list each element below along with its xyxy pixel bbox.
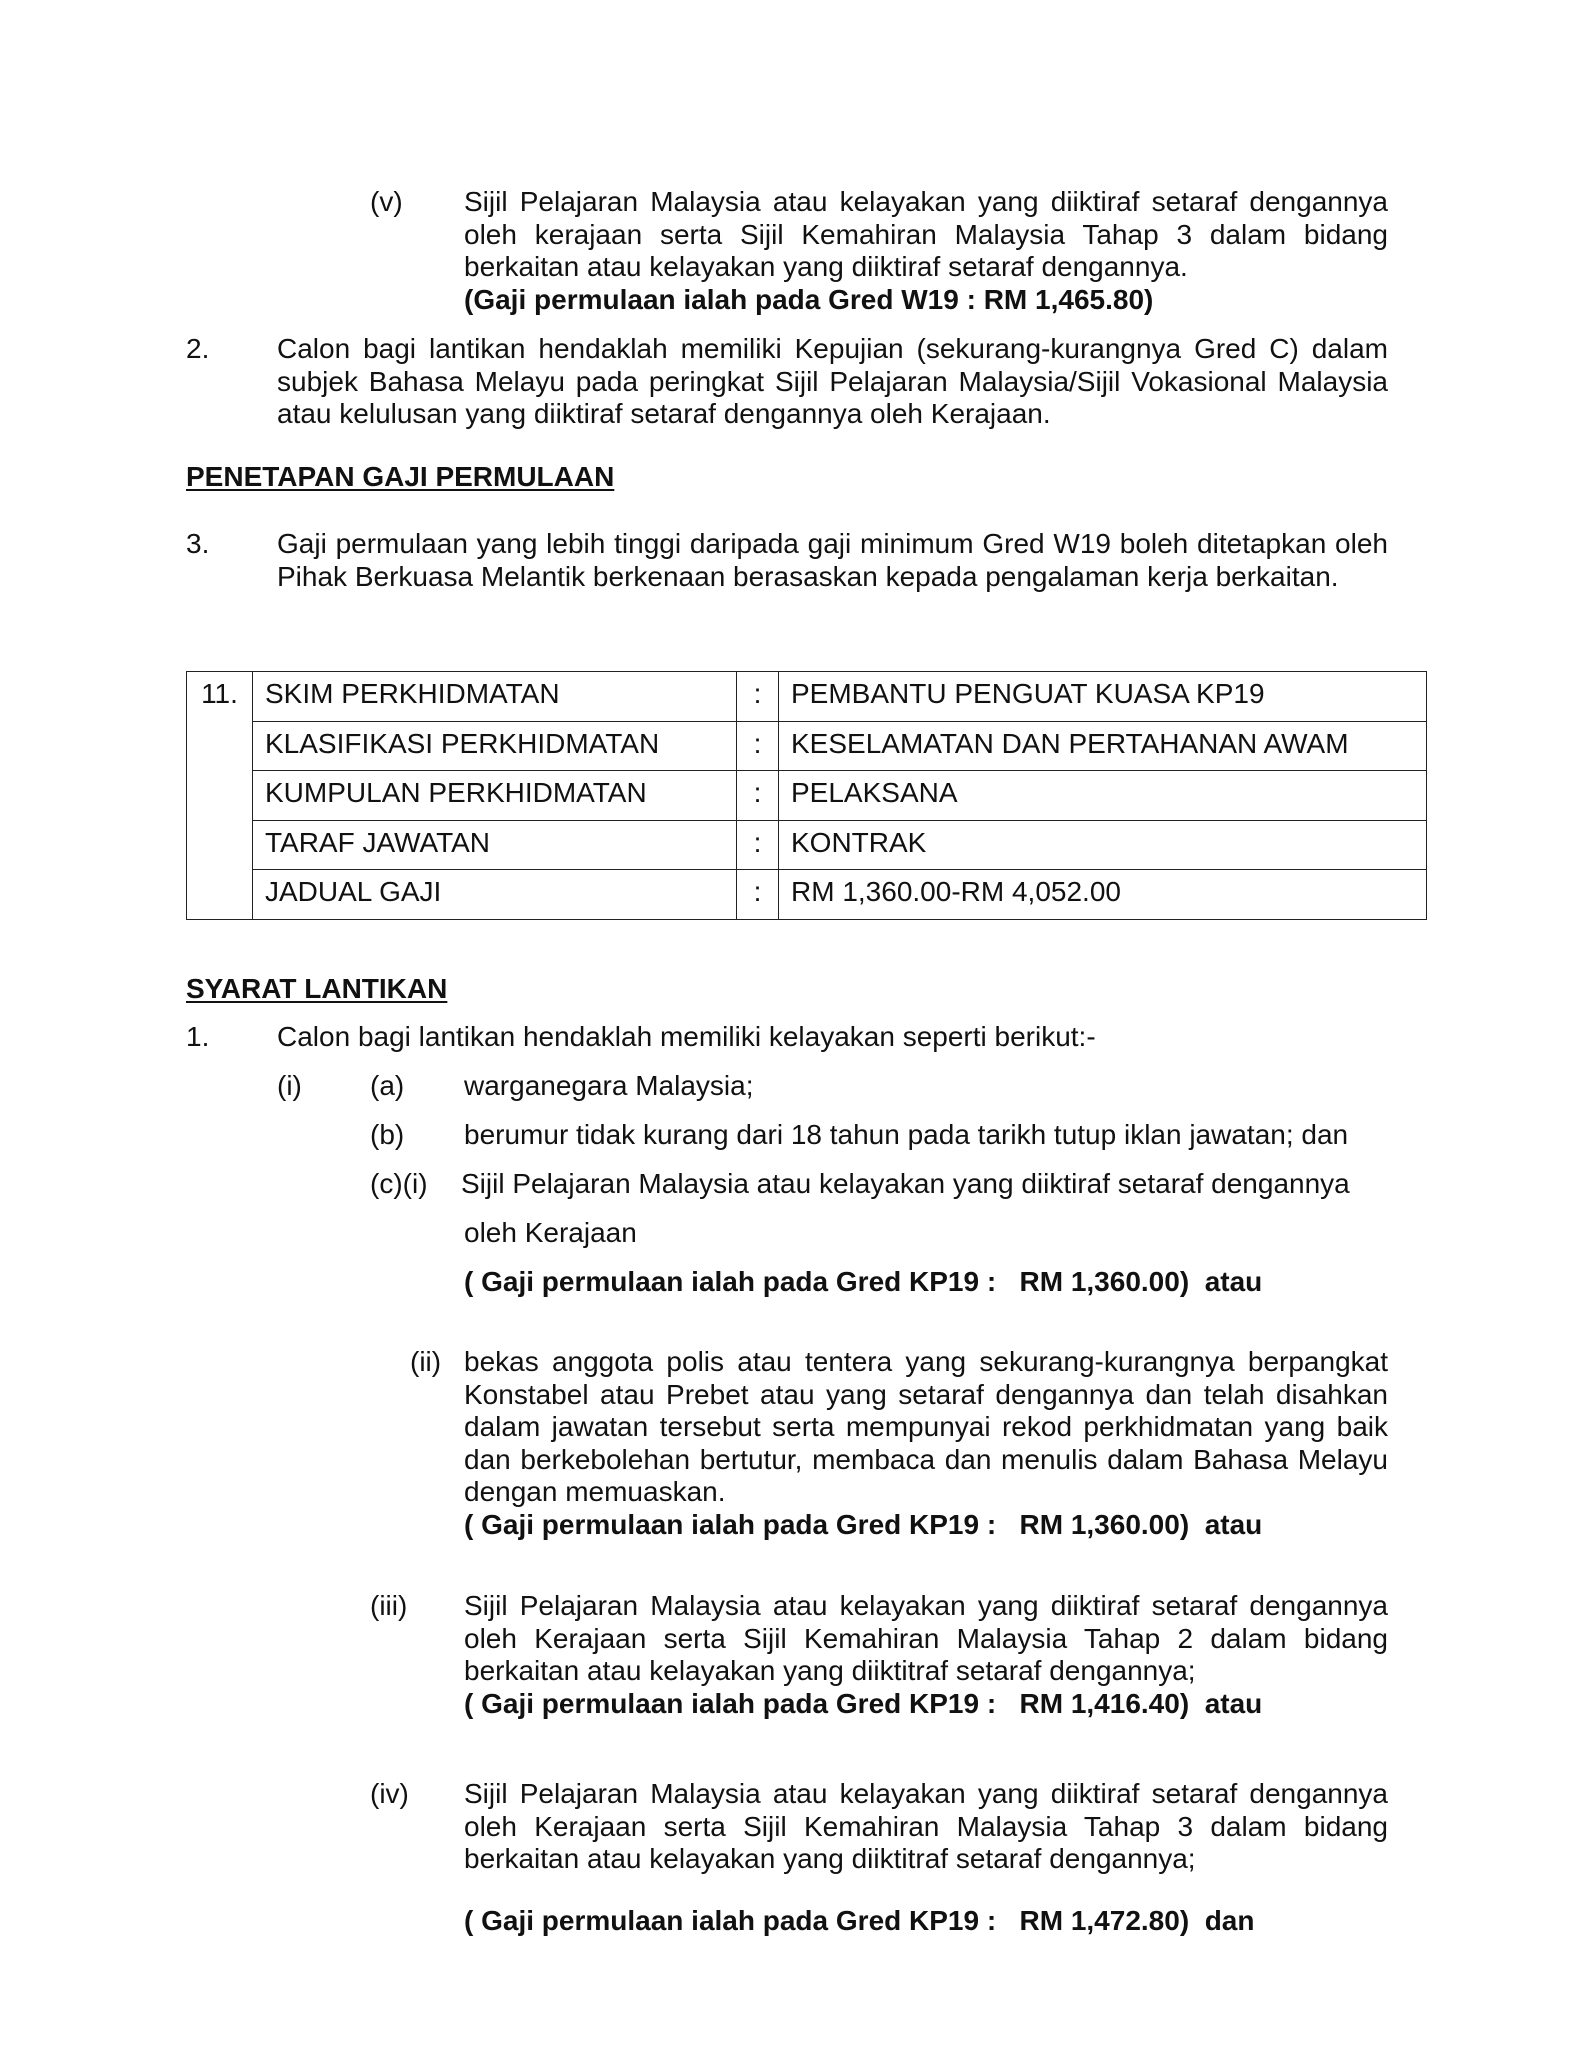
syarat-intro: Calon bagi lantikan hendaklah memiliki kelayakan seperti berikut:- <box>277 1021 1096 1052</box>
sub-b-text: berumur tidak kurang dari 18 tahun pada tarikh tutup iklan jawatan; dan <box>464 1119 1349 1150</box>
para-3-text: Gaji permulaan yang lebih tinggi daripada gaji minimum Gred W19 boleh ditetapkan oleh Pihak Berkuasa Melantik berkenaan berasaskan kepada pengalaman kerja berkaitan. <box>277 528 1388 592</box>
sub-ii-text: bekas anggota polis atau tentera yang sekurang-kurangnya berpangkat Konstabel atau Prebet atau yang setaraf dengannya dan telah disahkan dalam jawatan tersebut serta mempunyai rekod perkhidmatan yang baik dan berkebolehan bertutur, membaca dan menulis dalam Bahasa Melayu dengan memuaskan. <box>464 1346 1388 1507</box>
scheme-value: PEMBANTU PENGUAT KUASA KP19 <box>779 672 1427 722</box>
sub-i-marker: (i) <box>277 1070 302 1101</box>
sub-ci-text-line2: oleh Kerajaan <box>464 1217 637 1248</box>
salary-schedule-label: JADUAL GAJI <box>253 870 737 920</box>
item-v-salary: (Gaji permulaan ialah pada Gred W19 : RM 1,465.80) <box>464 284 1154 315</box>
classification-value: KESELAMATAN DAN PERTAHANAN AWAM <box>779 721 1427 771</box>
status-label: TARAF JAWATAN <box>253 820 737 870</box>
sub-iv-text: Sijil Pelajaran Malaysia atau kelayakan yang diiktiraf setaraf dengannya oleh Kerajaan serta Sijil Kemahiran Malaysia Tahap 3 dalam bidang berkaitan atau kelayakan yang diiktitraf setaraf dengannya; <box>464 1778 1388 1874</box>
classification-separator: : <box>737 721 779 771</box>
sub-iii-text: Sijil Pelajaran Malaysia atau kelayakan yang diiktiraf setaraf dengannya oleh Kerajaan serta Sijil Kemahiran Malaysia Tahap 2 dalam bidang berkaitan atau kelayakan yang diiktitraf setaraf dengannya; <box>464 1590 1388 1686</box>
group-separator: : <box>737 771 779 821</box>
scheme-separator: : <box>737 672 779 722</box>
syarat-number: 1. <box>186 1021 210 1052</box>
sub-iv-marker: (iv) <box>370 1778 409 1809</box>
item-v-marker: (v) <box>370 186 403 217</box>
status-value: KONTRAK <box>779 820 1427 870</box>
para-2-text: Calon bagi lantikan hendaklah memiliki Kepujian (sekurang-kurangnya Gred C) dalam subjek Bahasa Melayu pada peringkat Sijil Pelajaran Malaysia/Sijil Vokasional Malaysia atau kelulusan yang diiktiraf setaraf dengannya oleh Kerajaan. <box>277 333 1388 429</box>
sub-ci-salary: ( Gaji permulaan ialah pada Gred KP19 : RM 1,360.00) atau <box>464 1266 1263 1297</box>
sub-a-marker: (a) <box>370 1070 405 1101</box>
scheme-number: 11. <box>187 672 253 920</box>
sub-ii-salary: ( Gaji permulaan ialah pada Gred KP19 : RM 1,360.00) atau <box>464 1509 1263 1540</box>
sub-iii-marker: (iii) <box>370 1590 408 1621</box>
table-row <box>187 672 1427 722</box>
classification-label: KLASIFIKASI PERKHIDMATAN <box>253 721 737 771</box>
heading-syarat-lantikan: SYARAT LANTIKAN <box>186 973 448 1004</box>
sub-iii-salary: ( Gaji permulaan ialah pada Gred KP19 : RM 1,416.40) atau <box>464 1688 1263 1719</box>
table-row <box>187 771 1427 821</box>
group-value: PELAKSANA <box>779 771 1427 821</box>
scheme-table <box>186 671 1427 920</box>
item-v-text: Sijil Pelajaran Malaysia atau kelayakan yang diiktiraf setaraf dengannya oleh kerajaan serta Sijil Kemahiran Malaysia Tahap 3 dalam bidang berkaitan atau kelayakan yang diiktiraf setaraf dengannya. <box>464 186 1388 282</box>
scheme-label: SKIM PERKHIDMATAN <box>253 672 737 722</box>
sub-iv-salary: ( Gaji permulaan ialah pada Gred KP19 : RM 1,472.80) dan <box>464 1905 1255 1936</box>
status-separator: : <box>737 820 779 870</box>
table-row <box>187 820 1427 870</box>
sub-a-text: warganegara Malaysia; <box>464 1070 754 1101</box>
sub-ci-text-line1: Sijil Pelajaran Malaysia atau kelayakan yang diiktiraf setaraf dengannya <box>461 1168 1350 1199</box>
table-row <box>187 721 1427 771</box>
sub-b-marker: (b) <box>370 1119 405 1150</box>
sub-ci-marker: (c)(i) <box>370 1168 428 1199</box>
sub-ii-marker: (ii) <box>410 1346 442 1377</box>
heading-penetapan-gaji: PENETAPAN GAJI PERMULAAN <box>186 461 615 492</box>
salary-schedule-separator: : <box>737 870 779 920</box>
group-label: KUMPULAN PERKHIDMATAN <box>253 771 737 821</box>
salary-schedule-value: RM 1,360.00-RM 4,052.00 <box>779 870 1427 920</box>
para-2-number: 2. <box>186 333 210 364</box>
table-row <box>187 870 1427 920</box>
para-3-number: 3. <box>186 528 210 559</box>
